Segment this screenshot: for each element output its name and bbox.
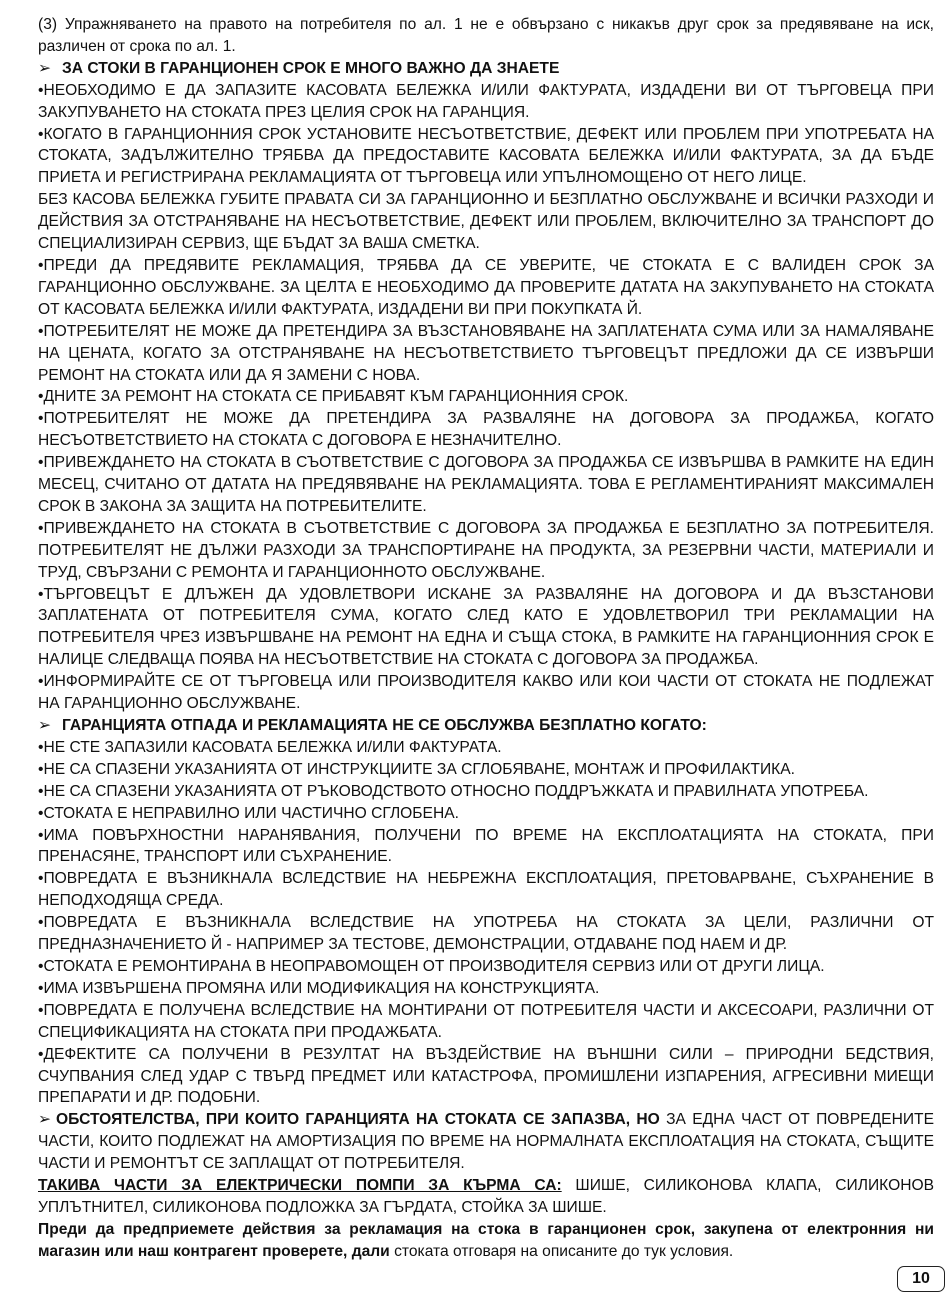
closing-text: стоката отговаря на описаните до тук условия. [389, 1242, 734, 1260]
section-heading-text: ЗА СТОКИ В ГАРАНЦИОНЕН СРОК Е МНОГО ВАЖНО ДА ЗНАЕТЕ [62, 59, 560, 77]
parts-label: ТАКИВА ЧАСТИ ЗА ЕЛЕКТРИЧЕСКИ ПОМПИ ЗА КЪРМА СА: [38, 1177, 562, 1195]
list-item: •НЕ СА СПАЗЕНИ УКАЗАНИЯТА ОТ РЪКОВОДСТВОТО ОТНОСНО ПОДДРЪЖКАТА И ПРАВИЛНАТА УПОТРЕБА. [38, 782, 869, 800]
list-item: •НЕОБХОДИМО Е ДА ЗАПАЗИТЕ КАСОВАТА БЕЛЕЖКА И/ИЛИ ФАКТУРАТА, ИЗДАДЕНИ ВИ ОТ ТЪРГОВЕЦА ПРИ ЗАКУПУВАНЕТО НА СТОКАТА ПРЕЗ ЦЕЛИЯ СРОК НА ГАРАНЦИЯ. [38, 81, 934, 121]
list-item: •ПОТРЕБИТЕЛЯТ НЕ МОЖЕ ДА ПРЕТЕНДИРА ЗА ВЪЗСТАНОВЯВАНЕ НА ЗАПЛАТЕНАТА СУМА ИЛИ ЗА НАМАЛЯВАНЕ НА ЦЕНАТА, КОГАТО ЗА ОТСТРАНЯВАНЕ НА НЕСЪОТВЕТСТВИЕТО ТЪРГОВЕЦЪТ ПРЕДЛОЖИ ДА СЕ ИЗВЪРШИ РЕМОНТ НА СТОКАТА ИЛИ ДА Я ЗАМЕНИ С НОВА. [38, 322, 934, 384]
section-paragraph-warranty-kept [38, 1109, 934, 1175]
arrow-bullet-icon: ➢ [38, 717, 52, 734]
section-heading-warranty-info [38, 58, 934, 80]
section-heading-warranty-void [38, 715, 934, 737]
list-item: •ПОВРЕДАТА Е ПОЛУЧЕНА ВСЛЕДСТВИЕ НА МОНТИРАНИ ОТ ПОТРЕБИТЕЛЯ ЧАСТИ И АКСЕСОАРИ, РАЗЛИЧНИ ОТ СПЕЦИФИКАЦИЯТА НА СТОКАТА ПРИ ПРОДАЖБАТА. [38, 1001, 934, 1041]
arrow-bullet-icon: ➢ [38, 59, 52, 77]
intro-paragraph: (3) Упражняването на правото на потребителя по ал. 1 не е обвързано с никакъв друг срок за предявяване на иск, различен от срока по ал. 1. [38, 16, 934, 55]
list-item: •ПОВРЕДАТА Е ВЪЗНИКНАЛА ВСЛЕДСТВИЕ НА УПОТРЕБА НА СТОКАТА ЗА ЦЕЛИ, РАЗЛИЧНИ ОТ ПРЕДНАЗНАЧЕНИЕТО Й - НАПРИМЕР ЗА ТЕСТОВЕ, ДЕМОНСТРАЦИИ, ОТДАВАНЕ ПОД НАЕМ И ДР. [38, 914, 934, 954]
closing-bold-text: Преди да предприемете действия за рекламация на стока в гаранционен срок, закупена от електронния ни магазин или наш контрагент проверете, дали [38, 1220, 934, 1260]
list-item: •ИМА ПОВЪРХНОСТНИ НАРАНЯВАНИЯ, ПОЛУЧЕНИ ПО ВРЕМЕ НА ЕКСПЛОАТАЦИЯТА НА СТОКАТА, ПРИ ПРЕНАСЯНЕ, ТРАНСПОРТ ИЛИ СЪХРАНЕНИЕ. [38, 826, 934, 866]
list-item: •ПРИВЕЖДАНЕТО НА СТОКАТА В СЪОТВЕТСТВИЕ С ДОГОВОРА ЗА ПРОДАЖБА СЕ ИЗВЪРШВА В РАМКИТЕ НА ЕДИН МЕСЕЦ, СЧИТАНО ОТ ДАТАТА НА ПРЕДЯВЯВАНЕ НА РЕКЛАМАЦИЯТА. ТОВА Е РЕГЛАМЕНТИРАНИЯТ МАКСИМАЛЕН СРОК В ЗАКОНА ЗА ЗАЩИТА НА ПОТРЕБИТЕЛИТЕ. [38, 454, 934, 515]
list-item: •ПРЕДИ ДА ПРЕДЯВИТЕ РЕКЛАМАЦИЯ, ТРЯБВА ДА СЕ УВЕРИТЕ, ЧЕ СТОКАТА Е С ВАЛИДЕН СРОК ЗА ГАРАНЦИОННО ОБСЛУЖВАНЕ. ЗА ЦЕЛТА Е НЕОБХОДИМО ДА ПРОВЕРИТЕ ДАТАТА НА ЗАКУПУВАНЕТО НА СТОКАТА ОТ КАСОВАТА БЕЛЕЖКА И/ИЛИ ФАКТУРАТА, ИЗДАДЕНИ ВИ ПРИ ПОКУПКАТА Й. [38, 256, 934, 318]
list-item: БЕЗ КАСОВА БЕЛЕЖКА ГУБИТЕ ПРАВАТА СИ ЗА ГАРАНЦИОННО И БЕЗПЛАТНО ОБСЛУЖВАНЕ И ВСИЧКИ РАЗХОДИ И ДЕЙСТВИЯ ЗА ОТСТРАНЯВАНЕ НА НЕСЪОТВЕТСТВИЕ, ДЕФЕКТ ИЛИ ПРОБЛЕМ, ВКЛЮЧИТЕЛНО ЗА ТРАНСПОРТ ДО СПЕЦИАЛИЗИРАН СЕРВИЗ, ЩЕ БЪДАТ ЗА ВАША СМЕТКА. [38, 191, 934, 253]
parts-list-text: ШИШЕ, СИЛИКОНОВА КЛАПА, СИЛИКОНОВ УПЛЪТНИТЕЛ, СИЛИКОНОВА ПОДЛОЖКА ЗА ГЪРДАТА, СТОЙКА ЗА ШИШЕ. [38, 1177, 934, 1216]
page-number: 10 [897, 1266, 945, 1292]
list-item: •ТЪРГОВЕЦЪТ Е ДЛЪЖЕН ДА УДОВЛЕТВОРИ ИСКАНЕ ЗА РАЗВАЛЯНЕ НА ДОГОВОРА И ДА ВЪЗСТАНОВИ ЗАПЛАТЕНАТА ОТ ПОТРЕБИТЕЛЯ СУМА, КОГАТО СЛЕД КАТО Е УДОВЛЕТВОРИЛ ТРИ РЕКЛАМАЦИИ НА ПОТРЕБИТЕЛЯ ЧРЕЗ ИЗВЪРШВАНЕ НА РЕМОНТ НА ЕДНА И СЪЩА СТОКА, В РАМКИТЕ НА ГАРАНЦИОННИЯ СРОК Е НАЛИЦЕ СЛЕДВАЩА ПОЯВА НА НЕСЪОТВЕТСТВИЕ НА СТОКАТА С ДОГОВОРА ЗА ПРОДАЖБА. [38, 585, 934, 669]
list-item: •ДНИТЕ ЗА РЕМОНТ НА СТОКАТА СЕ ПРИБАВЯТ КЪМ ГАРАНЦИОННИЯ СРОК. [38, 388, 629, 406]
closing-paragraph [38, 1219, 934, 1263]
list-item: •ПРИВЕЖДАНЕТО НА СТОКАТА В СЪОТВЕТСТВИЕ С ДОГОВОРА ЗА ПРОДАЖБА Е БЕЗПЛАТНО ЗА ПОТРЕБИТЕЛЯ. ПОТРЕБИТЕЛЯТ НЕ ДЪЛЖИ РАЗХОДИ ЗА ТРАНСПОРТИРАНЕ НА ПРОДУКТА, ЗА РЕЗЕРВНИ ЧАСТИ, МАТЕРИАЛИ И ТРУД, СВЪРЗАНИ С РЕМОНТА И ГАРАНЦИОННОТО ОБСЛУЖВАНЕ. [38, 519, 934, 581]
list-item: •ПОВРЕДАТА Е ВЪЗНИКНАЛА ВСЛЕДСТВИЕ НА НЕБРЕЖНА ЕКСПЛОАТАЦИЯ, ПРЕТОВАРВАНЕ, СЪХРАНЕНИЕ В НЕПОДХОДЯЩА СРЕДА. [38, 870, 934, 910]
section-heading-text: ГАРАНЦИЯТА ОТПАДА И РЕКЛАМАЦИЯТА НЕ СЕ ОБСЛУЖВА БЕЗПЛАТНО КОГАТО: [62, 717, 707, 734]
list-item: •ПОТРЕБИТЕЛЯТ НЕ МОЖЕ ДА ПРЕТЕНДИРА ЗА РАЗВАЛЯНЕ НА ДОГОВОРА ЗА ПРОДАЖБА, КОГАТО НЕСЪОТВЕТСТВИЕТО НА СТОКАТА С ДОГОВОРА Е НЕЗНАЧИТЕЛНО. [38, 410, 934, 450]
list-item: •СТОКАТА Е НЕПРАВИЛНО ИЛИ ЧАСТИЧНО СГЛОБЕНА. [38, 804, 459, 822]
parts-paragraph [38, 1175, 934, 1219]
arrow-bullet-icon: ➢ [38, 1111, 52, 1129]
list-item: •КОГАТО В ГАРАНЦИОННИЯ СРОК УСТАНОВИТЕ НЕСЪОТВЕТСТВИЕ, ДЕФЕКТ ИЛИ ПРОБЛЕМ ПРИ УПОТРЕБАТА НА СТОКАТА, ЗАДЪЛЖИТЕЛНО ТРЯБВА ДА ПРЕДОСТАВИТЕ КАСОВАТА БЕЛЕЖКА И/ИЛИ ФАКТУРАТА, ЗА ДА БЪДЕ ПРИЕТА И РЕГИСТРИРАНА РЕКЛАМАЦИЯТА ОТ ТЪРГОВЕЦА ИЛИ УПЪЛНОМОЩЕНО ОТ НЕГО ЛИЦЕ. [38, 125, 934, 187]
list-item: •ИНФОРМИРАЙТЕ СЕ ОТ ТЪРГОВЕЦА ИЛИ ПРОИЗВОДИТЕЛЯ КАКВО ИЛИ КОИ ЧАСТИ ОТ СТОКАТА НЕ ПОДЛЕЖАТ НА ГАРАНЦИОННО ОБСЛУЖВАНЕ. [38, 673, 934, 713]
list-item: •ИМА ИЗВЪРШЕНА ПРОМЯНА ИЛИ МОДИФИКАЦИЯ НА КОНСТРУКЦИЯТА. [38, 979, 600, 997]
list-item: •СТОКАТА Е РЕМОНТИРАНА В НЕОПРАВОМОЩЕН ОТ ПРОИЗВОДИТЕЛЯ СЕРВИЗ ИЛИ ОТ ДРУГИ ЛИЦА. [38, 957, 825, 975]
document-body [38, 14, 934, 1263]
section-heading-text: ОБСТОЯТЕЛСТВА, ПРИ КОИТО ГАРАНЦИЯТА НА СТОКАТА СЕ ЗАПАЗВА, НО [56, 1111, 660, 1129]
list-item: •НЕ СТЕ ЗАПАЗИЛИ КАСОВАТА БЕЛЕЖКА И/ИЛИ ФАКТУРАТА. [38, 738, 502, 756]
list-item: •ДЕФЕКТИТЕ СА ПОЛУЧЕНИ В РЕЗУЛТАТ НА ВЪЗДЕЙСТВИЕ НА ВЪНШНИ СИЛИ – ПРИРОДНИ БЕДСТВИЯ, СЧУПВАНИЯ СЛЕД УДАР С ТВЪРД ПРЕДМЕТ ИЛИ КАТАСТРОФА, ПРОМИШЛЕНИ ИЗПАРЕНИЯ, АГРЕСИВНИ МИЕЩИ ПРЕПАРАТИ И ДР. ПОДОБНИ. [38, 1045, 934, 1107]
section-body-text: ЗА ЕДНА ЧАСТ ОТ ПОВРЕДЕНИТЕ ЧАСТИ, КОИТО ПОДЛЕЖАТ НА АМОРТИЗАЦИЯ ПО ВРЕМЕ НА НОРМАЛНАТА ЕКСПЛОАТАЦИЯ НА СТОКАТА, СЪЩИТЕ ЧАСТИ И РЕМОНТЪТ СЕ ЗАПЛАЩАТ ОТ ПОТРЕБИТЕЛЯ. [38, 1111, 934, 1173]
list-item: •НЕ СА СПАЗЕНИ УКАЗАНИЯТА ОТ ИНСТРУКЦИИТЕ ЗА СГЛОБЯВАНЕ, МОНТАЖ И ПРОФИЛАКТИКА. [38, 760, 795, 778]
